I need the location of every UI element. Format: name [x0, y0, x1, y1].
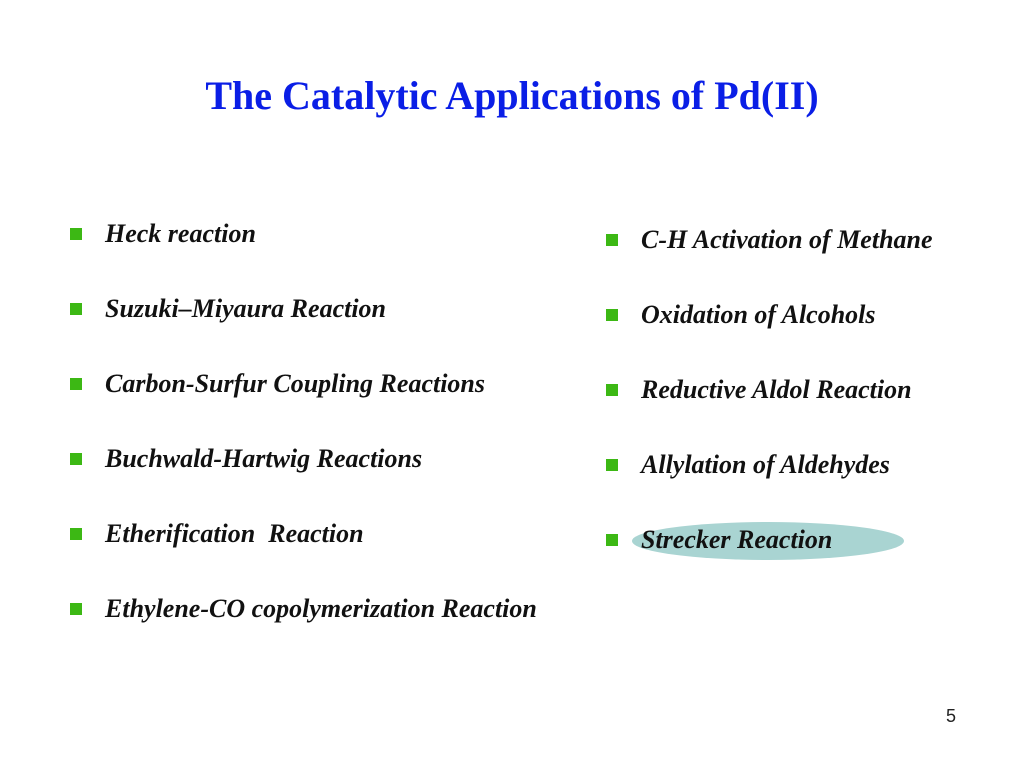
- square-bullet-icon: [606, 459, 618, 471]
- list-item-left: Heck reaction: [105, 219, 256, 248]
- square-bullet-icon: [606, 384, 618, 396]
- square-bullet-icon: [70, 453, 82, 465]
- square-bullet-icon: [70, 228, 82, 240]
- square-bullet-icon: [606, 309, 618, 321]
- page-number: 5: [946, 706, 957, 726]
- list-item-left: Buchwald-Hartwig Reactions: [105, 444, 423, 473]
- list-item-right: Allylation of Aldehydes: [641, 450, 890, 479]
- list-item-right: Reductive Aldol Reaction: [641, 375, 912, 404]
- list-item-left: Carbon-Surfur Coupling Reactions: [105, 369, 486, 398]
- list-item-right: Oxidation of Alcohols: [641, 300, 876, 329]
- list-item-left: Etherification Reaction: [105, 519, 364, 548]
- list-item-left: Suzuki–Miyaura Reaction: [105, 294, 387, 323]
- list-item-right: C-H Activation of Methane: [641, 225, 933, 254]
- square-bullet-icon: [70, 528, 82, 540]
- square-bullet-icon: [606, 234, 618, 246]
- square-bullet-icon: [70, 603, 82, 615]
- list-item-left: Ethylene-CO copolymerization Reaction: [105, 594, 537, 623]
- square-bullet-icon: [70, 303, 82, 315]
- list-item-right: Strecker Reaction: [641, 525, 833, 554]
- slide-title: The Catalytic Applications of Pd(II): [205, 73, 819, 118]
- square-bullet-icon: [70, 378, 82, 390]
- square-bullet-icon: [606, 534, 618, 546]
